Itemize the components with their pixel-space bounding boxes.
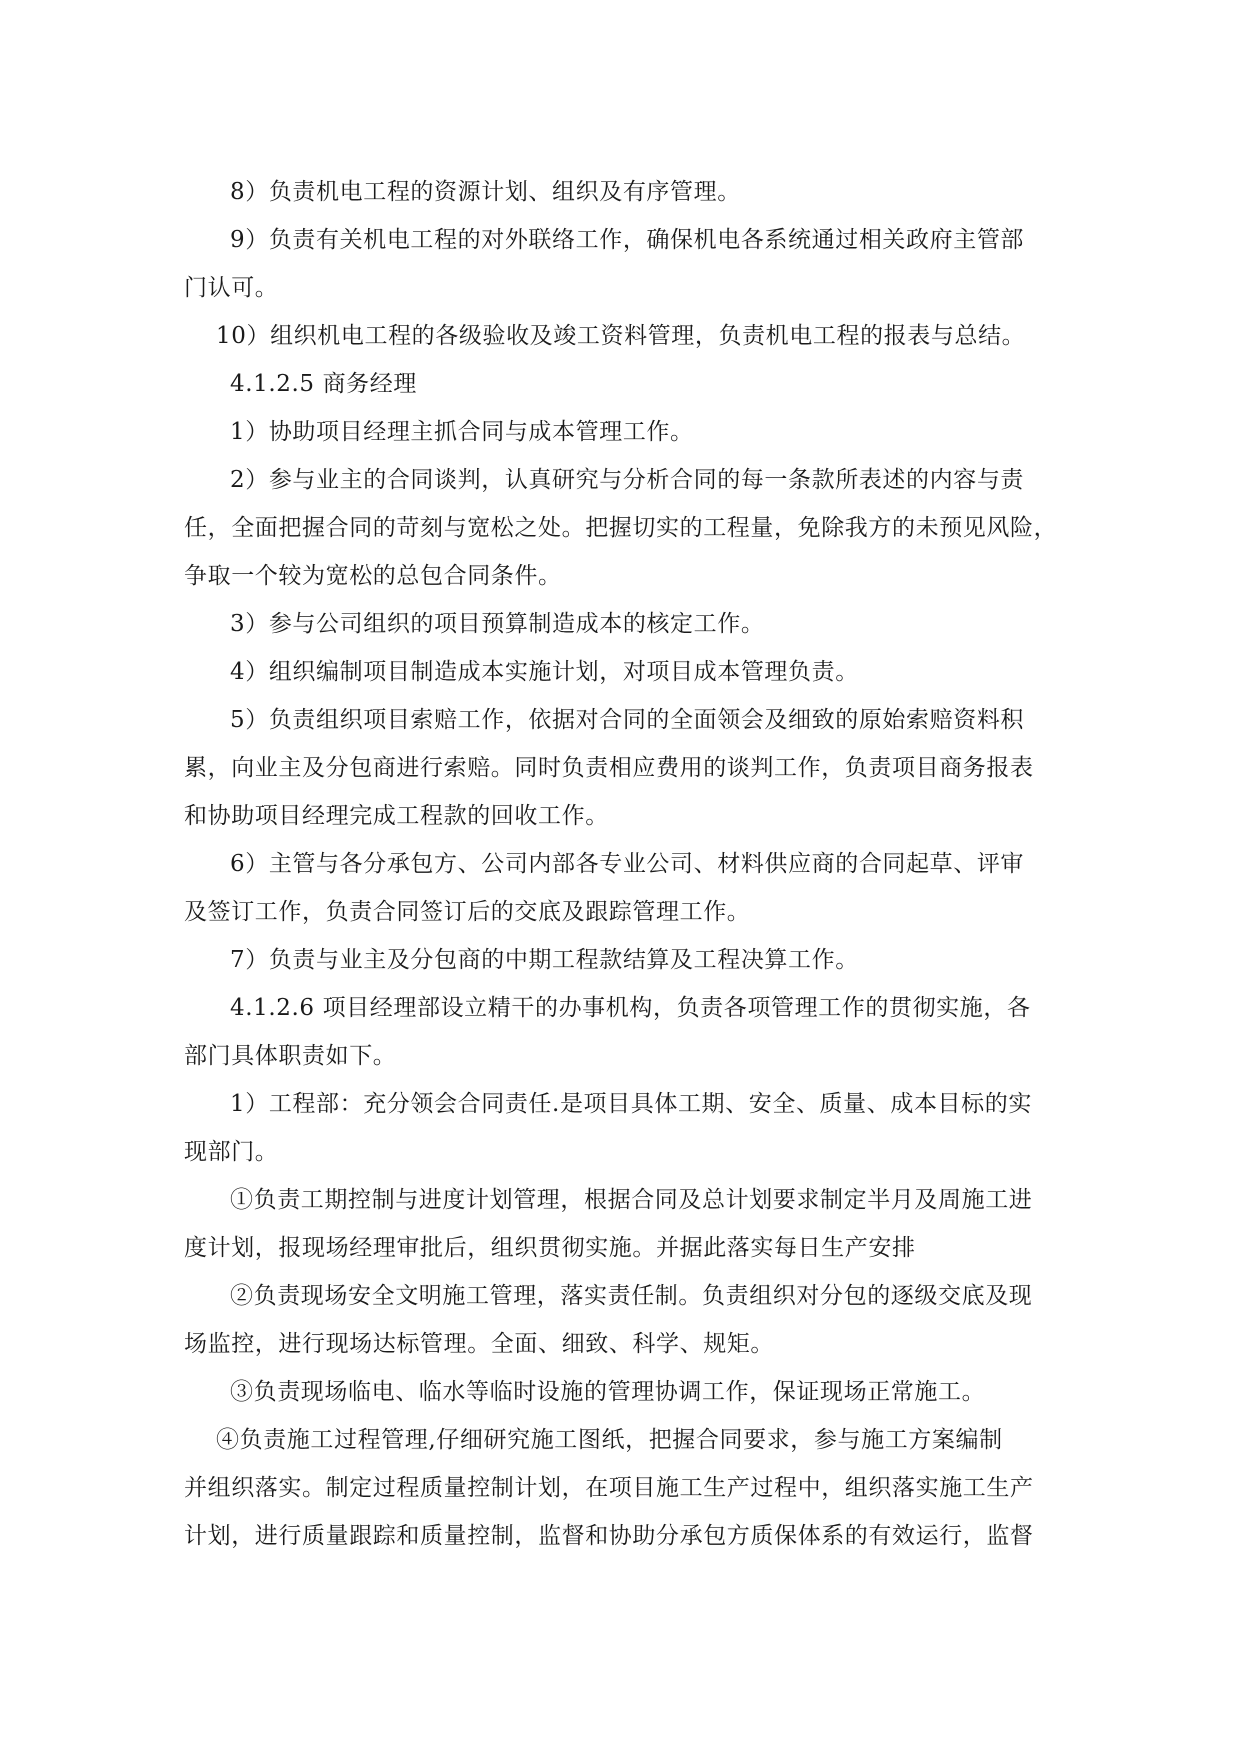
text-line: 7）负责与业主及分包商的中期工程款结算及工程决算工作。 [230, 947, 859, 973]
text-line: 1）工程部：充分领会合同责任.是项目具体工期、安全、质量、成本目标的实 [230, 1091, 1032, 1117]
paragraph-item-6 [184, 840, 1074, 936]
text-line: ③负责现场临电、临水等临时设施的管理协调工作，保证现场正常施工。 [230, 1379, 986, 1405]
text-line: 和协助项目经理完成工程款的回收工作。 [184, 803, 609, 829]
text-line: ①负责工期控制与进度计划管理，根据合同及总计划要求制定半月及周施工进 [230, 1187, 1033, 1213]
text-line: 5）负责组织项目索赔工作，依据对合同的全面领会及细致的原始索赔资料积 [230, 707, 1025, 733]
text-line: 6）主管与各分承包方、公司内部各专业公司、材料供应商的合同起草、评审 [230, 851, 1025, 877]
text-line: 4.1.2.5 商务经理 [230, 371, 417, 397]
text-line: 及签订工作，负责合同签订后的交底及跟踪管理工作。 [184, 899, 751, 925]
section-heading-4125 [184, 360, 1074, 408]
paragraph-circled-2 [184, 1272, 1074, 1368]
text-line: 1）协助项目经理主抓合同与成本管理工作。 [230, 419, 694, 445]
text-line: 现部门。 [184, 1139, 279, 1165]
paragraph-item-4 [184, 648, 1074, 696]
text-line: 门认可。 [184, 275, 279, 301]
text-line: 3）参与公司组织的项目预算制造成本的核定工作。 [230, 611, 765, 637]
text-line: 度计划，报现场经理审批后，组织贯彻实施。并据此落实每日生产安排 [184, 1235, 916, 1261]
text-line: 累，向业主及分包商进行索赔。同时负责相应费用的谈判工作，负责项目商务报表 [184, 755, 1034, 781]
text-line: 4）组织编制项目制造成本实施计划，对项目成本管理负责。 [230, 659, 859, 685]
text-line: ④负责施工过程管理,仔细研究施工图纸，把握合同要求，参与施工方案编制 [216, 1427, 1003, 1453]
section-heading-4126 [184, 984, 1074, 1080]
text-line: 2）参与业主的合同谈判，认真研究与分析合同的每一条款所表述的内容与责 [230, 467, 1025, 493]
paragraph-item-3 [184, 600, 1074, 648]
document-body [184, 168, 1074, 1560]
paragraph-item-2 [184, 456, 1074, 600]
text-line: 8）负责机电工程的资源计划、组织及有序管理。 [230, 179, 741, 205]
paragraph-circled-1 [184, 1176, 1074, 1272]
text-line: 10）组织机电工程的各级验收及竣工资料管理，负责机电工程的报表与总结。 [216, 323, 1026, 349]
paragraph-item-8 [184, 168, 1074, 216]
paragraph-engineering-dept [184, 1080, 1074, 1176]
text-line: 4.1.2.6 项目经理部设立精干的办事机构，负责各项管理工作的贯彻实施，各 [230, 995, 1031, 1021]
text-line: 场监控，进行现场达标管理。全面、细致、科学、规矩。 [184, 1331, 774, 1357]
text-line: 部门具体职责如下。 [184, 1043, 397, 1069]
text-line: 争取一个较为宽松的总包合同条件。 [184, 563, 562, 589]
text-line: 并组织落实。制定过程质量控制计划，在项目施工生产过程中，组织落实施工生产 [184, 1475, 1034, 1501]
text-line: 任，全面把握合同的苛刻与宽松之处。把握切实的工程量，免除我方的未预见风险， [184, 515, 1058, 541]
paragraph-item-7 [184, 936, 1074, 984]
paragraph-circled-3 [184, 1368, 1074, 1416]
paragraph-item-5 [184, 696, 1074, 840]
text-line: 计划，进行质量跟踪和质量控制，监督和协助分承包方质保体系的有效运行，监督 [184, 1523, 1034, 1549]
paragraph-item-10 [184, 312, 1074, 360]
paragraph-circled-4 [184, 1416, 1074, 1560]
paragraph-item-9 [184, 216, 1074, 312]
text-line: ②负责现场安全文明施工管理，落实责任制。负责组织对分包的逐级交底及现 [230, 1283, 1033, 1309]
paragraph-item-1 [184, 408, 1074, 456]
text-line: 9）负责有关机电工程的对外联络工作，确保机电各系统通过相关政府主管部 [230, 227, 1025, 253]
